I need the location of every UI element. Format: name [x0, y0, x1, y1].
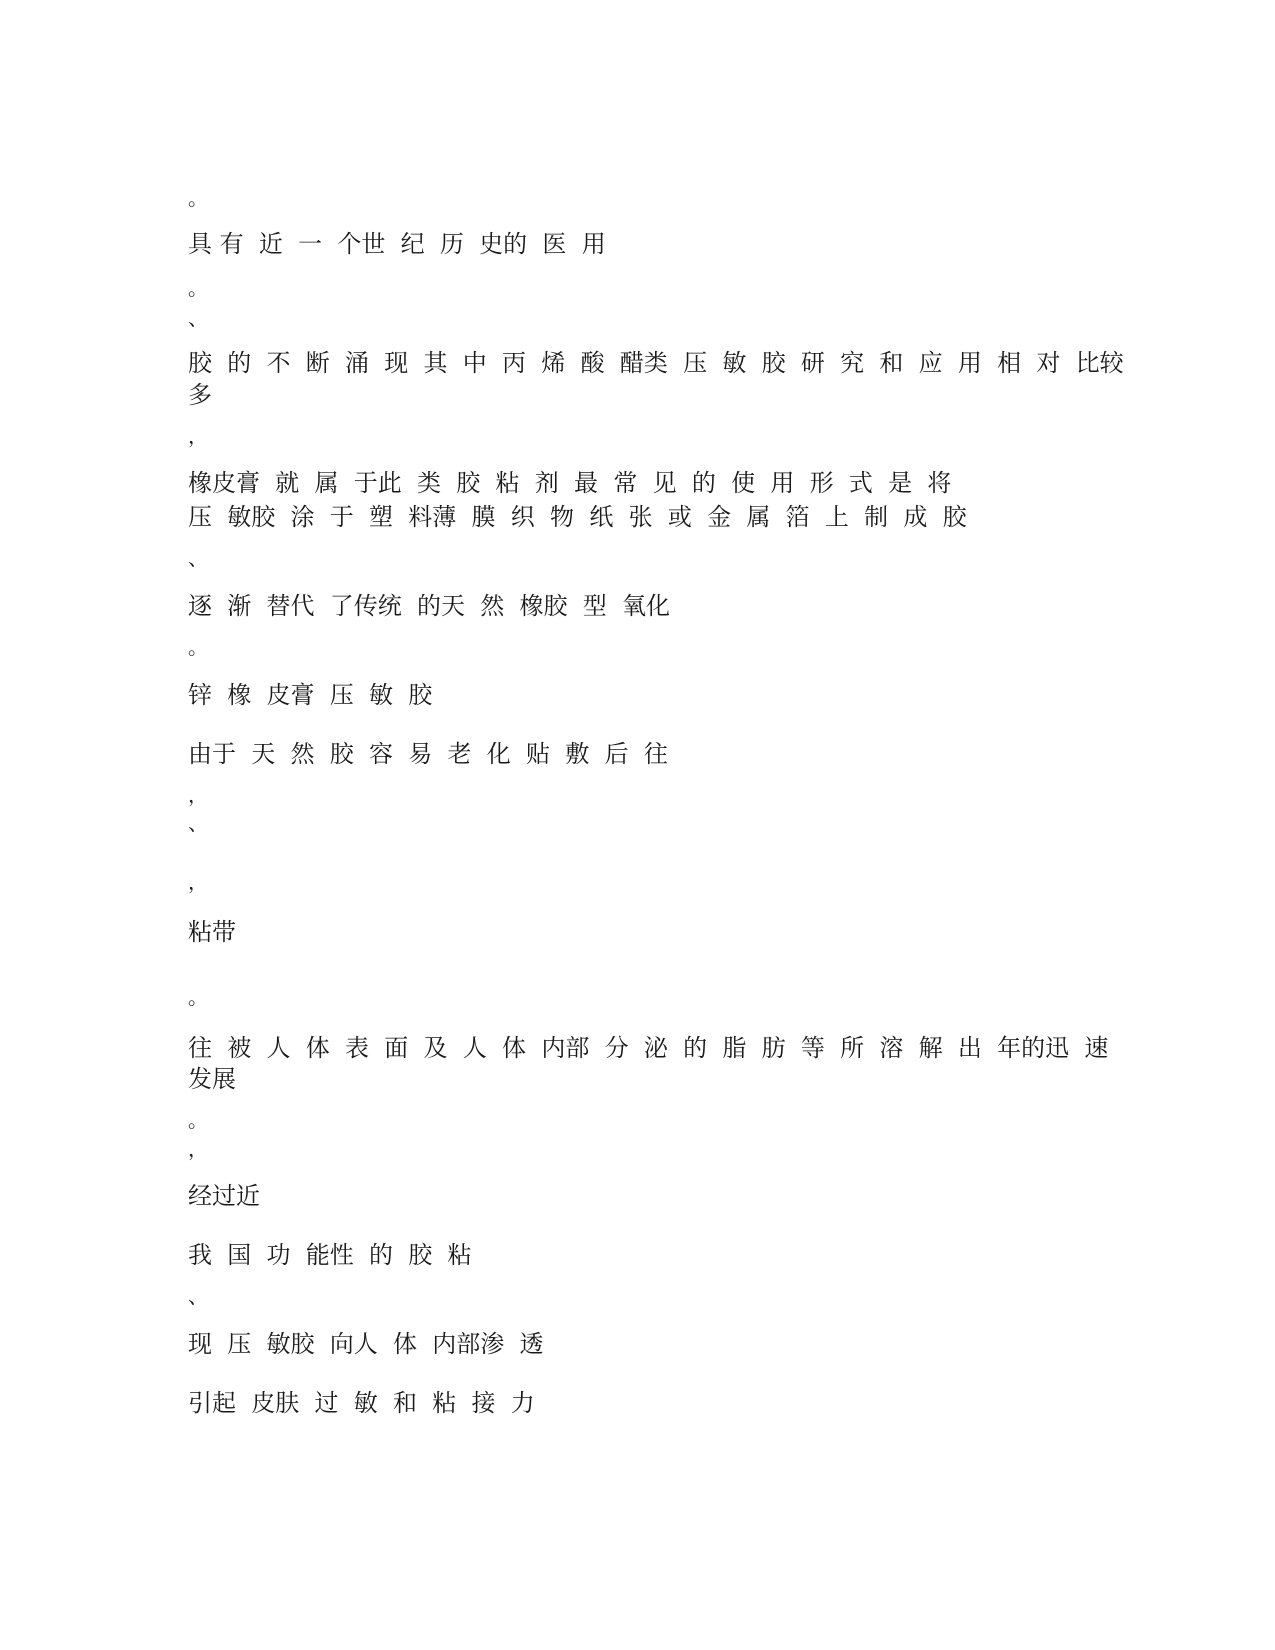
text-line: 橡皮膏 就 属 于此 类 胶 粘 剂 最 常 见 的 使 用 形 式 是 将 — [188, 469, 952, 497]
text-line: ， — [188, 424, 208, 448]
text-line: 。 — [188, 635, 208, 659]
text-line: 、 — [188, 811, 208, 835]
text-line: 、 — [188, 306, 208, 330]
text-line: 具 有 近 一 个世 纪 历 史的 医 用 — [188, 230, 606, 258]
text-line: 发展 — [188, 1065, 236, 1093]
text-line: ， — [188, 783, 208, 807]
text-line: 、 — [188, 546, 208, 570]
text-line: 锌 橡 皮膏 压 敏 胶 — [188, 681, 433, 709]
text-line: 。 — [188, 186, 208, 210]
text-line: 压 敏胶 涂 于 塑 料薄 膜 织 物 纸 张 或 金 属 箔 上 制 成 胶 — [188, 503, 967, 531]
text-line: 粘带 — [188, 918, 236, 946]
text-line: 逐 渐 替代 了传统 的天 然 橡胶 型 氧化 — [188, 592, 671, 620]
text-line: 现 压 敏胶 向人 体 内部渗 透 — [188, 1330, 544, 1358]
text-line: 、 — [188, 1284, 208, 1308]
text-line: 由于 天 然 胶 容 易 老 化 贴 敷 后 往 — [188, 740, 668, 768]
text-line: 。 — [188, 276, 208, 300]
text-line: 经过近 — [188, 1182, 260, 1210]
text-line: 我 国 功 能性 的 胶 粘 — [188, 1241, 472, 1269]
text-line: ， — [188, 1137, 208, 1161]
text-line: 多 — [188, 381, 212, 409]
text-line: 往 被 人 体 表 面 及 人 体 内部 分 泌 的 脂 肪 等 所 溶 解 出 年的迅 速 — [188, 1034, 1109, 1062]
text-line: 引起 皮肤 过 敏 和 粘 接 力 — [188, 1389, 535, 1417]
text-line: 胶 的 不 断 涌 现 其 中 丙 烯 酸 醋类 压 敏 胶 研 究 和 应 用 相 对 比较 — [188, 349, 1124, 377]
text-line: 。 — [188, 985, 208, 1009]
text-line: ， — [188, 870, 208, 894]
text-line: 。 — [188, 1108, 208, 1132]
